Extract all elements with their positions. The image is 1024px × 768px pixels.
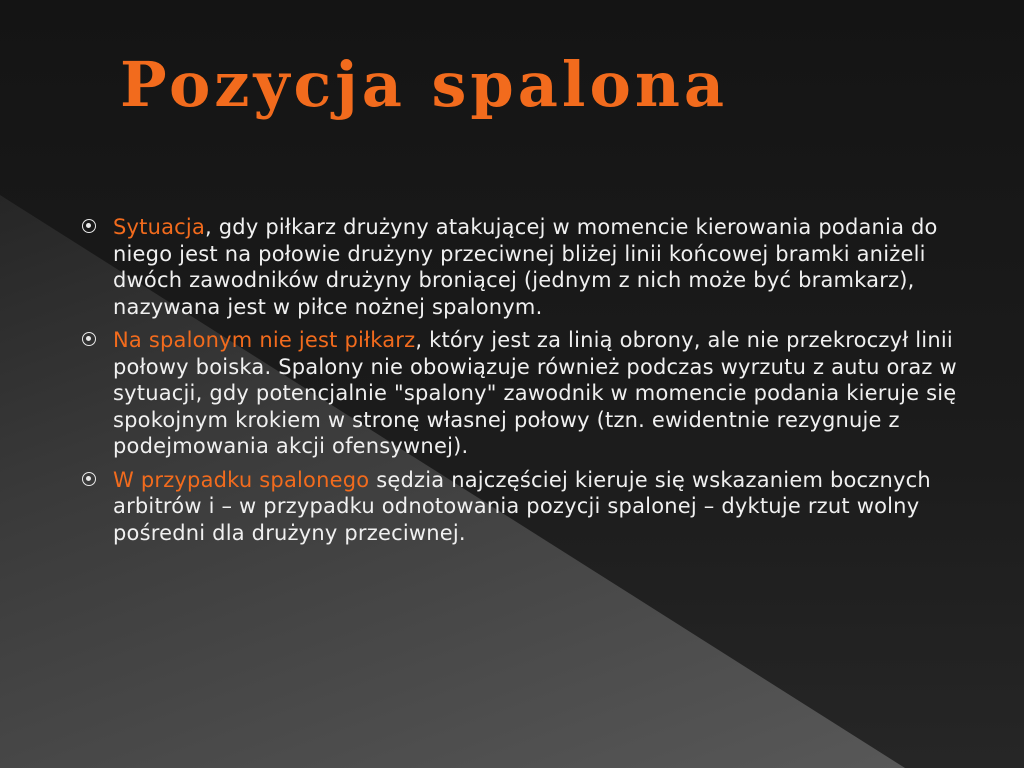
slide-title: Pozycja spalona bbox=[120, 48, 729, 121]
ring-bullet-icon bbox=[82, 332, 96, 346]
bullet-body: , gdy piłkarz drużyny atakującej w momencie kierowania podania do niego jest na połowie drużyny przeciwnej bliżej linii końcowej bramki aniżeli dwóch zawodników drużyny broniącej (jednym z nich może być bramkarz), nazywana jest w piłce nożnej spalonym. bbox=[113, 215, 938, 319]
bullet-body: sędzia najczęściej kieruje się wskazaniem bocznych arbitrów i – w przypadku odnotowania pozycji spalonej – dyktuje rzut wolny pośredni dla drużyny przeciwnej. bbox=[113, 467, 931, 545]
bullet-text bbox=[113, 327, 962, 460]
bullet-text bbox=[113, 467, 962, 547]
ring-bullet-icon bbox=[82, 472, 96, 486]
bullet-item bbox=[82, 327, 962, 460]
bullet-highlight: Na spalonym nie jest piłkarz bbox=[113, 328, 416, 352]
bullet-list bbox=[82, 214, 962, 553]
bullet-highlight: W przypadku spalonego bbox=[113, 467, 370, 492]
bullet-item bbox=[82, 467, 962, 547]
ring-bullet-icon bbox=[82, 219, 96, 233]
bullet-item bbox=[82, 214, 962, 320]
bullet-highlight: Sytuacja bbox=[113, 215, 206, 239]
bullet-body: , który jest za linią obrony, ale nie przekroczył linii połowy boiska. Spalony nie obowiązuje również podczas wyrzutu z autu oraz w sytuacji, gdy potencjalnie "spalony" zawodnik w momencie podania kieruje się spokojnym krokiem w stronę własnej połowy (tzn. ewidentnie rezygnuje z podejmowania akcji ofensywnej). bbox=[113, 328, 957, 458]
bullet-text bbox=[113, 214, 962, 320]
